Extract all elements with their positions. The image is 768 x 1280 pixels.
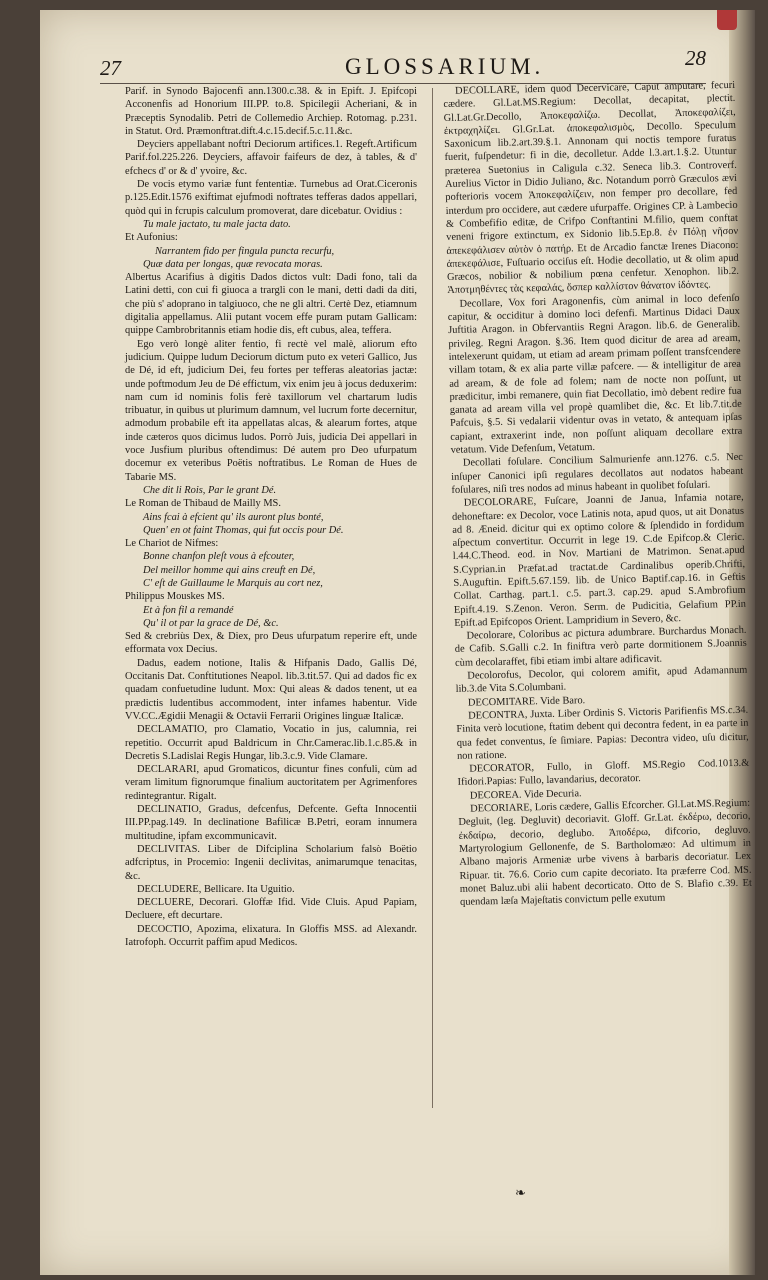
entry: DECOCTIO, Apozima, elixatura. In Gloffis MSS. ad Alexandr. Iatrofoph. Occurrit paffim apud Medicos.	[125, 923, 417, 948]
page-header	[100, 46, 710, 82]
entry: DECOLLARE, idem quod Decervicare, Caput amputare, fecuri cædere. Gl.Lat.MS.Regium: Decollat, decapitat, plectit. Gl.Lat.Gr.Decollo, Ἀποκεφαλίζω. Decollat, Ἀποκεφαλίζει, ἐκτραχηλίζει. Gl.Gr.Lat. ἀποκεφαλισμὸς, Decollo. Speculum Saxonicum lib.2.art.39.§.1. Annonam qui noctis tempore furatus fuerit, fuſpendetur: fi in die, decolletur. Adde l.3.art.1.§.2. Utuntur præterea Suetonius in Caligula c.32. Seneca lib.3. Controverf. Aurelius Victor in Didio Juliano, &c. Notandum porrò Græculos ævi pofterioris vocem Ἀποκεφαλίζειν, non femper pro decollare, fed interdum pro occidere, aut cædere ufurpaffe. Origines CP. à Lambecio & Combefifio editæ, de Crifpo Conftantini M.filio, quem conftat veneni frigore extinctum, ex Sidonio lib.5.Ep.8. ἐν Πόλῃ νῆσον ἀπεκεφάλισεν αὐτὸν ὁ πατήρ. Et de Arcadio fanctæ Irenes Diacono: ἀπεκεφάλισε, Fuſtuario occiſus eſt. Hodie decollatio, ut & olim apud Græcos, nobilior & nobilium pœna cenfetur. Xenophon. lib.2. Ἀποτμηθέντες τὰς κεφαλάς, ὅσπερ καλλίστον θάνατον ἰδόντες.	[443, 79, 740, 297]
paragraph: Ego verò longè aliter fentio, fi rectè vel malè, aliorum efto judicium. Quippe ludum Deciorum dictum puto ex veteri Gallico, Jus de Dé, id eft, judicium Dei, feu fortes per tefferas aleatorias jactæ: unde poftmodum Jeu de Dé effictum, vix enim jeu à jocus deduxerim: nam cum id nominis folis ferè taxillorum vel chartarum ludis tribuatur, in quibus ut plurimum damnum, vel lucrum forte decernitur, admodum probabile eft ita appellatas alcas, & alearum fortes, atque inde cæteros quos dicimus ludos. Porrò Juis, judicia Dei appellari in voce Jusfium pluribus oftendimus: Dé autem pro Deo ufurpatum docemur ex veteribus Poëtis noftratibus. Le Roman de Hues de Tabarie MS.	[125, 338, 417, 483]
verse-line: Quen' en ot faint Thomas, qui fut occis pour Dé.	[143, 524, 344, 536]
entry: DECORATOR, Fullo, in Gloff. MS.Regio Cod.1013.& Ifidori.Papias: Fullo, lavandarius, decorator.	[457, 757, 750, 789]
verse-line: Che dit li Rois, Par le grant Dé.	[143, 484, 277, 496]
entry: DECLAMATIO, pro Clamatio, Vocatio in jus, calumnia, rei repetitio. Occurrit apud Baldricum in Chr.Camerac.lib.1.c.85.& in Decretis S.Ladislai Regis Hungar, lib.3.c.9. Vide Clamare.	[125, 724, 417, 762]
entry: DECLUERE, Decorari. Gloffæ Ifid. Vide Cluis. Apud Papiam, Decluere, eft decurtare.	[125, 897, 417, 922]
paragraph: Parif. in Synodo Bajocenfi ann.1300.c.38. & in Epift. J. Epifcopi Acconenfis ad Honorium III.PP. to.8. Spicilegii Acheriani, & in Præceptis Synodalib. Petri de Collemedio Archiep. Rotomag. p.231. in Statut. Ord. Præmonftrat.dift.4.c.15.decif.5.c.11.&c.	[125, 86, 417, 137]
page-clip	[717, 10, 737, 30]
paragraph: Dadus, eadem notione, Italis & Hifpanis Dado, Gallis Dé, Occitanis Dat. Conftitutiones Neapol. lib.3.tit.57. Qui ad dados fic ex quadam confuetudine ludunt. Mox: Qui aleas & dados tenent, ut ea prædictis ludentibus accommodent, inter infames habentur. Vide VV.CC.Ægidii Menagii & Octavii Ferrarii Origines linguæ Italicæ.	[125, 657, 417, 722]
entry: DECLARARI, apud Gromaticos, dicuntur fines confuli, cùm ad veram limitum fignorumque finalium auctoritatem per Agrimenfores redintegrantur. Rigalt.	[125, 764, 417, 802]
paragraph: Sed & crebriùs Dex, & Diex, pro Deus ufurpatum reperire eft, unde efformata vox Decius.	[125, 631, 417, 656]
verse-line: Tu male jactato, tu male jacta dato.	[143, 218, 291, 230]
left-column	[125, 85, 417, 949]
right-column	[443, 79, 752, 909]
entry: DECOMITARE. Vide Baro.	[467, 694, 586, 709]
entry: Decolorofus, Decolor, qui colorem amifit, apud Adamannum lib.3.de Vita S.Columbani.	[455, 664, 748, 696]
entry: DECORIARE, Loris cædere, Gallis Efcorcher. Gl.Lat.MS.Regium: Degluit, (leg. Degluvit) decoriavit. Gloff. Gr.Lat. ἐκδέρω, decorio, ἐκδαίρω, decorio, deglubo. Ἀποδέρω, difcorio, degluvo. Martyrologium Gellonenfe, de S. Bartholomæo: Ad ultimum in Albano majoris Armeniæ urbe vivens à barbaris decoriatur. Lex Ripuar. tit. 76.6. Corio cum capite decoriato. Ita præferre Cod. MS. monet Baluz.ubi alii habent decorticato. Otto de S. Blafio c.39. Et quendam læſa Majeſtatis convictum pelle exutum	[458, 797, 752, 908]
paragraph: Deyciers appellabant noftri Deciorum artifices.1. Regeft.Artificum Parif.fol.225.226. Deyciers, affavoir faifeurs de dez, à tables, & d' efchecs d' or & d' yvoire, &c.	[125, 139, 417, 177]
running-title: GLOSSARIUM.	[345, 54, 545, 79]
paragraph: Albertus Acarifius à digitis Dados dictos vult: Dadi fono, tali da Latini detti, con cui fi giuoca a trargli con le mani, detti dadi da diti, che più s' adoprano in talgiuoco, che ne gli altri. Certè Dez, etiamnum digitalia appellamus. Alii putant vocem effe puram putam Gallicam: quippe Cambrobritannis etiam hodie dis, eft cubus, alea, teffera.	[125, 272, 417, 337]
source-line: Le Roman de Thibaud de Mailly MS.	[125, 498, 281, 510]
page-number-left: 27	[100, 56, 121, 80]
entry: Decollati foſulare. Concilium Salmurienfe ann.1276. c.5. Nec inſuper Canonici ipſi regulares decollatos aut nodatos habeant foſulares, niſi tres nodos ad minus habeant in quolibet foſulari.	[451, 452, 744, 496]
verse-line: Quæ data per longas, quæ revocata moras.	[143, 258, 323, 270]
page-number-right: 28	[685, 46, 706, 70]
verse-line: Ains fcai à efcient qu' ils auront plus bonté,	[143, 511, 324, 523]
source-line: Philippus Mouskes MS.	[125, 591, 225, 603]
column-divider	[432, 88, 433, 1108]
source-line: Le Chariot de Nifmes:	[125, 538, 219, 550]
entry: DECLUDERE, Bellicare. Ita Uguitio.	[137, 883, 295, 895]
entry: Decollare, Vox fori Aragonenfis, cùm animal in loco defenſo capitur, & occiditur à domino loci defenfi. Martinus Didaci Daux Juftitia Aragon. in Obfervantiis Regni Aragon. lib.6. de Generalib. privileg. Regni Aragon. §.36. Item quod dicitur de area ad aream, intelexerunt quidam, ut etiam ad aream primam poſſent transfcendere villam totam, & ex alia parte villæ pafcere. — & intelligitur de area ad aream, & de fole ad folem; nam de nocte non poſſunt, ut prædicitur, imbi remanere, quin fiat Decollatio, imò debent redire fua ganata ad aream villa vel propè quamlibet die, &c. Et lib.7.tit.de Pafcuis, §.5. Si vedalarii videntur ovas in vetato, & antequam ipſas capiant, extraxerint inde, non poſſunt aliquam decollare extra vetatum. Vide Defenſum, Vetatum.	[447, 292, 743, 456]
entry: Decolorare, Coloribus ac pictura adumbrare. Burchardus Monach. de Cafib. S.Galli c.2. In finiftra verò parte dormitionem S.Joannis cùm decolaraffet, fibi etiam imbi altare adificavit.	[454, 624, 747, 669]
verse-line: C' eſt de Guillaume le Marquis au cort nez,	[143, 577, 323, 589]
verse-line: Narrantem fido per fingula puncta recurfu,	[155, 245, 335, 257]
entry: DECOLORARE, Fuſcare, Joanni de Janua, Infamia notare, dehoneftare: ex Decolor, voce Latinis nota, apud quos, ut ait Donatus ad 8. Æneid. dicitur qui ex optimo colore & ſplendido in fordidum aſpectum convertitur. Occurrit in lege 19. C.de Epifcop.& Cleric. l.44.C.Theod. eod. in Nov. Martiani de Matrimon. Senat.apud S.Cyprian.in Præfat.ad tractat.de Cardinalibus operib.Chrifti, S.Auguftin. Epift.5.67.159. lib. de Unico Baptif.cap.16. in Geftis Collat. Carthag. part.1. c.5. part.3. cap.29. apud S.Ambrofium Epift.4.19. S.Zenon. Veron. Serm. de Pudicitia, Gelafium PP.in Epift.ad Epifcopos Orient. Lampridium in Severo, &c.	[451, 491, 747, 629]
verse-line: Bonne chanfon pleſt vous à efcouter,	[143, 551, 295, 563]
paragraph: Et Aufonius:	[125, 232, 178, 244]
entry: DECOREA. Vide Decuria.	[469, 787, 582, 802]
paragraph: De vocis etymo variæ funt fententiæ. Turnebus ad Orat.Ciceronis p.125.Edit.1576 exiftimat ejufmodi noftrates tefferas dados appellari, quòd qui in fcrupis calculum promoverat, dare dicebatur. Ovidius :	[125, 179, 417, 217]
entry: DECLINATIO, Gradus, defcenfus, Defcente. Gefta Innocentii III.PP.pag.149. In declinatione Bafilicæ B.Petri, eoram innumera multitudine, ipfam excommunicavit.	[125, 804, 417, 842]
entry: DECONTRA, Juxta. Liber Ordinis S. Victoris Parifienfis MS.c.34. Finita verò locutione, ftatim debent qui decontra fedent, in ea parte in qua fedet conventus, ſe ſimiare. Papias: Decontra video, uſu dicitur, non ratione.	[456, 704, 749, 762]
verse-line: Qu' il ot par la grace de Dé, &c.	[143, 617, 279, 629]
ornament-mark: ❧	[515, 1185, 526, 1200]
verse-line: Et à fon fil a remandé	[143, 604, 234, 616]
entry: DECLIVITAS. Liber de Difciplina Scholarium falsò Boëtio adfcriptus, in Procemio: Ingenii declivitas, animarumque tenacitas, &c.	[125, 843, 417, 882]
verse-line: Del meillor homme qui ains creuft en Dé,	[143, 564, 316, 576]
